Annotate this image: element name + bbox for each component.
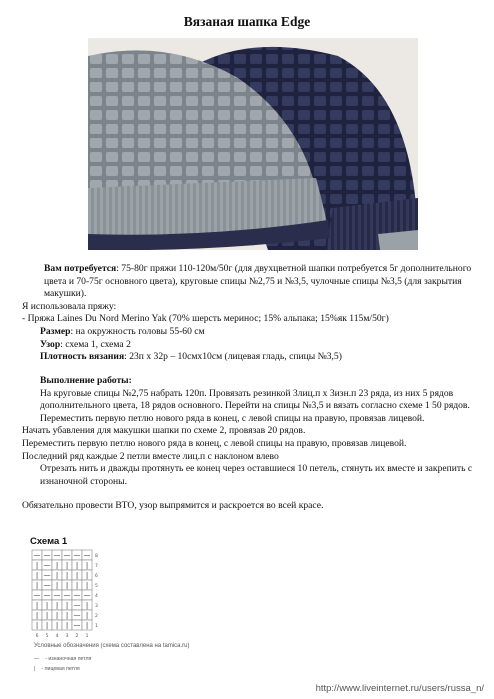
scheme-stitch: — — [43, 571, 51, 580]
scheme-stitch: — — [73, 621, 81, 630]
scheme-stitch: | — [65, 601, 69, 610]
pattern-text: : схема 1, схема 2 — [60, 338, 131, 350]
scheme-stitch: | — [75, 561, 79, 570]
gauge-label: Плотность вязания — [40, 351, 125, 363]
legend-row-knit — [34, 666, 91, 672]
scheme-stitch: | — [55, 581, 59, 590]
gauge-text: : 23п х 32р – 10смх10см (лицевая гладь, спицы №3,5) — [124, 351, 342, 363]
work-label: Выполнение работы: — [40, 375, 132, 386]
legend-knit-text: - лицевая петля — [41, 666, 80, 672]
scheme-stitch: | — [35, 561, 39, 570]
scheme-stitch: | — [55, 571, 59, 580]
scheme-col-number: 6 — [35, 634, 39, 639]
scheme-stitch: | — [45, 621, 49, 630]
scheme-stitch: — — [83, 551, 91, 560]
work-paragraph-2: Начать убавления для макушки шапки по схеме 2, провязав 20 рядов. — [22, 425, 306, 437]
scheme-grid — [30, 548, 110, 640]
scheme-stitch: | — [65, 581, 69, 590]
scheme-stitch: | — [85, 601, 89, 610]
scheme-chart — [30, 548, 110, 645]
scheme-stitch: — — [53, 551, 61, 560]
scheme-row-number: 1 — [95, 624, 98, 629]
scheme-stitch: — — [43, 591, 51, 600]
work-paragraph-4: Последний ряд каждые 2 петли вместе лиц.п с наклоном влево — [22, 450, 279, 462]
scheme-stitch: | — [85, 621, 89, 630]
scheme-stitch: — — [63, 591, 71, 600]
scheme-stitch: | — [65, 571, 69, 580]
legend-row-purl — [34, 656, 91, 662]
scheme-stitch: | — [85, 611, 89, 620]
scheme-col-number: 4 — [55, 634, 59, 639]
knitted-hats-image — [88, 38, 418, 250]
scheme-stitch: | — [75, 571, 79, 580]
scheme-stitch: | — [65, 611, 69, 620]
scheme-stitch: — — [73, 601, 81, 610]
scheme-stitch: — — [53, 591, 61, 600]
source-url[interactable]: http://www.liveinternet.ru/users/russa_n/ — [315, 683, 484, 694]
scheme-row-number: 3 — [95, 604, 98, 609]
legend-knit-symbol: | — [34, 666, 36, 672]
scheme-stitch: | — [45, 601, 49, 610]
scheme-stitch: — — [43, 581, 51, 590]
legend-title: Условные обозначения (схема составлена на tamica.ru) — [34, 643, 190, 649]
scheme-stitch: | — [35, 611, 39, 620]
scheme-stitch: | — [55, 611, 59, 620]
materials-label: Вам потребуется — [44, 263, 117, 274]
legend-list — [34, 656, 91, 672]
scheme-row-number: 7 — [95, 564, 98, 569]
work-paragraph-3: Переместить первую петлю нового ряда в конец, с левой спицы на правую, провязав лицевой. — [22, 437, 407, 449]
size-label: Размер — [40, 325, 71, 337]
scheme-stitch: | — [35, 621, 39, 630]
scheme-stitch: | — [65, 561, 69, 570]
scheme-stitch: | — [35, 601, 39, 610]
scheme-row-number: 6 — [95, 574, 98, 579]
scheme-stitch: | — [75, 581, 79, 590]
scheme-stitch: | — [65, 621, 69, 630]
work-paragraph-6: Обязательно провести ВТО, узор выпрямится и раскроется во всей красе. — [22, 500, 324, 512]
scheme-stitch: — — [63, 551, 71, 560]
scheme-col-number: 3 — [65, 634, 69, 639]
scheme-row-number: 2 — [95, 614, 98, 619]
document-title: Вязаная шапка Edge — [183, 14, 311, 29]
scheme-row-number: 4 — [95, 594, 98, 599]
size-text: : на окружность головы 55-60 см — [70, 325, 205, 337]
scheme-col-number: 1 — [85, 634, 89, 639]
work-paragraph-5: Отрезать нить и дважды протянуть ее конец через оставшиеся 10 петель, стянуть их вместе и закрепить с изнаночной стороны. — [40, 463, 473, 487]
scheme-stitch: — — [73, 611, 81, 620]
scheme-stitch: — — [83, 591, 91, 600]
scheme-stitch: | — [55, 601, 59, 610]
scheme-col-number: 5 — [45, 634, 49, 639]
hats-photo — [88, 38, 418, 250]
scheme-row-number: 5 — [95, 584, 98, 589]
scheme-stitch: | — [35, 581, 39, 590]
scheme-stitch: — — [73, 591, 81, 600]
scheme-stitch: — — [33, 551, 41, 560]
scheme-row-number: 8 — [95, 554, 98, 559]
scheme-stitch: | — [45, 611, 49, 620]
legend-purl-text: - изнаночная петля — [45, 656, 92, 662]
scheme-stitch: — — [43, 551, 51, 560]
materials-text: : 75-80г пряжи 110-120м/50г (для двухцветной шапки потребуется 5г дополнительного цвета и 70-75г основного цвета), круговые спицы №2,75 и №3,5, чулочные спицы №3,5 (для закрытия макушки). — [44, 263, 472, 300]
yarn-line: - Пряжа Laines Du Nord Merino Yak (70% шерсть меринос; 15% альпака; 15%як 115м/50г) — [22, 313, 389, 325]
scheme-stitch: — — [33, 591, 41, 600]
scheme-stitch: | — [85, 571, 89, 580]
scheme-col-number: 2 — [75, 634, 79, 639]
scheme-stitch: | — [35, 571, 39, 580]
scheme-stitch: — — [73, 551, 81, 560]
scheme-stitch: | — [55, 561, 59, 570]
yarn-intro: Я использовала пряжу: — [22, 300, 117, 312]
scheme-stitch: — — [43, 561, 51, 570]
work-paragraph-1: На круговые спицы №2,75 набрать 120п. Провязать резинкой 3лиц.п х 3изн.п 23 ряда, из них 5 рядов дополнительного цвета, 18 рядов основного. Перейти на спицы №3,5 и вязать согласно схеме 1 50 рядов. Переместить первую петлю нового ряда в конец, с левой спицы на правую, провязав лицевой. — [40, 387, 470, 424]
legend-purl-symbol: — — [34, 656, 40, 662]
pattern-label: Узор — [40, 338, 61, 350]
scheme-stitch: | — [85, 581, 89, 590]
scheme-title: Схема 1 — [30, 536, 68, 547]
scheme-stitch: | — [85, 561, 89, 570]
scheme-stitch: | — [55, 621, 59, 630]
work-section — [22, 375, 477, 513]
materials-section — [22, 263, 477, 364]
